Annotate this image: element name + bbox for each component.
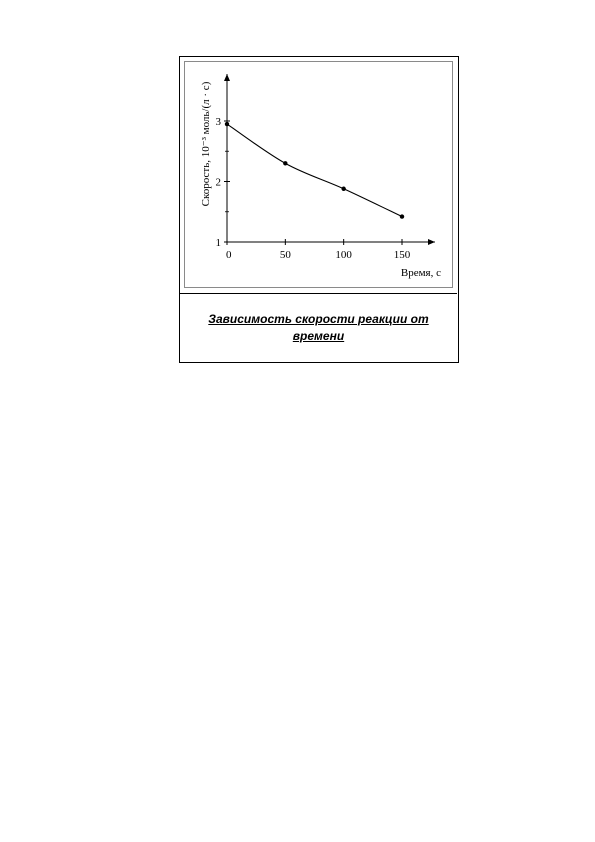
x-axis-label: Время, с	[400, 267, 441, 279]
x-tick-label: 0	[226, 249, 232, 261]
plot-panel	[184, 61, 453, 288]
caption-panel	[180, 293, 457, 361]
y-axis-label: Скорость, 10⁻³ моль/(л · с)	[200, 81, 212, 207]
x-tick-label: 100	[335, 249, 352, 261]
x-tick-label: 150	[393, 249, 411, 261]
x-tick-label: 50	[279, 249, 291, 261]
data-point	[225, 122, 229, 126]
y-tick-label: 1	[215, 237, 221, 249]
data-point	[283, 161, 287, 165]
chart-series	[225, 122, 404, 219]
line-chart	[185, 62, 452, 287]
data-point	[400, 214, 404, 218]
figure-caption: Зависимость скорости реакции от времени	[208, 311, 429, 343]
figure-frame	[179, 56, 459, 363]
y-tick-label: 3	[215, 116, 221, 128]
chart-ticks	[216, 116, 411, 261]
data-point	[341, 187, 345, 191]
series-line	[227, 124, 402, 217]
y-tick-label: 2	[215, 176, 221, 189]
